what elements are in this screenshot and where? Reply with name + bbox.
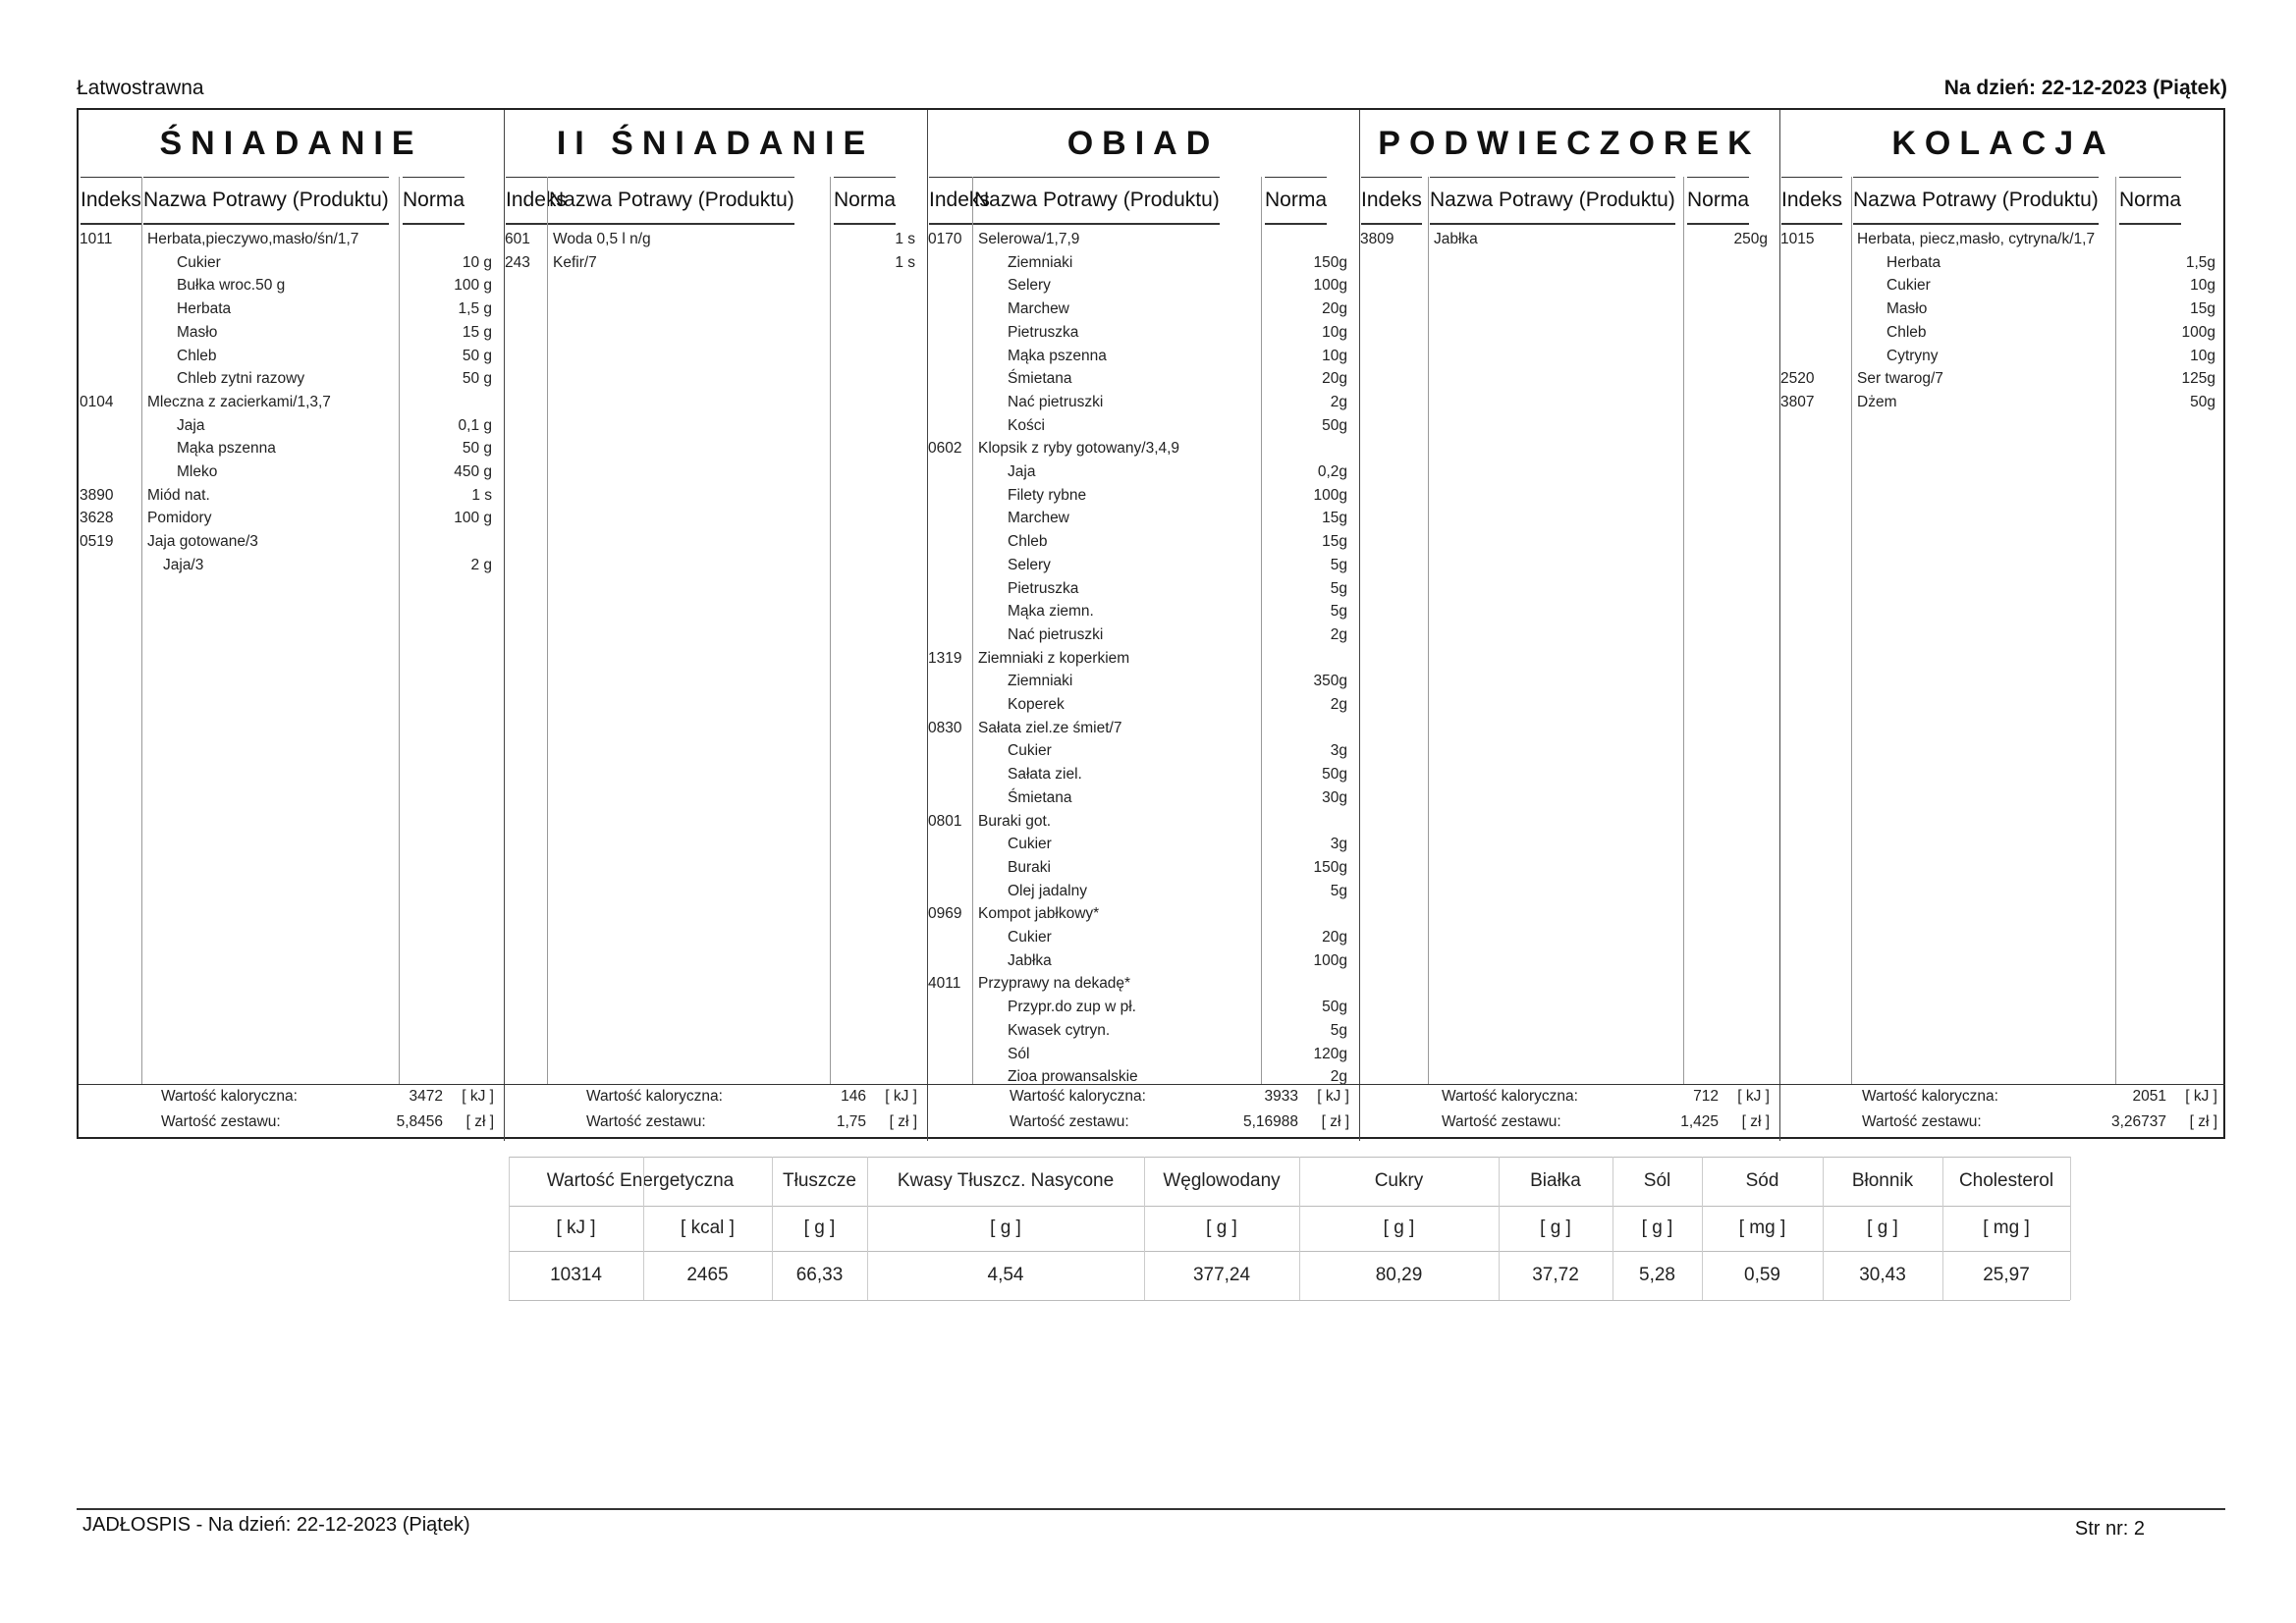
dish-name: Kompot jabłkowy*	[978, 905, 1100, 923]
row-index: 601	[505, 231, 530, 247]
row-norm: 3g	[1330, 742, 1347, 760]
nutrition-header: Sól	[1643, 1170, 1671, 1191]
nutrition-gridline	[509, 1157, 510, 1300]
nutrition-value: 80,29	[1375, 1265, 1423, 1285]
ingredient-name: Chleb zytni razowy	[177, 370, 305, 388]
calorific-value-amount: 146	[841, 1088, 866, 1105]
dish-name: Herbata,pieczywo,masło/śn/1,7	[147, 231, 359, 247]
nutrition-gridline	[1942, 1157, 1943, 1300]
nutrition-header: Cukry	[1374, 1170, 1424, 1191]
calorific-value-label: Wartość kaloryczna:	[1010, 1088, 1146, 1105]
ingredient-name: Zioa prowansalskie	[1008, 1068, 1138, 1086]
nutrition-unit: [ g ]	[803, 1217, 836, 1238]
ingredient-name: Chleb	[1886, 323, 1927, 341]
nutrition-unit: [ g ]	[1641, 1217, 1673, 1238]
row-norm: 20g	[1322, 370, 1347, 388]
nutrition-value: 377,24	[1192, 1265, 1251, 1285]
ingredient-name: Śmietana	[1008, 788, 1072, 806]
col-header-index: Indeks	[81, 177, 141, 225]
footer-divider	[77, 1508, 2225, 1510]
col-header-index: Indeks	[506, 177, 567, 225]
row-index: 3807	[1780, 393, 1815, 410]
nutrition-gridline	[509, 1206, 2070, 1207]
col-header-name: Nazwa Potrawy (Produktu)	[143, 177, 389, 225]
summary-divider	[79, 1084, 2225, 1085]
col-divider	[1261, 177, 1262, 1084]
row-norm: 10 g	[462, 253, 492, 271]
dish-name: Miód nat.	[147, 486, 210, 504]
set-value-label: Wartość zestawu:	[161, 1113, 281, 1130]
row-index: 1011	[80, 231, 113, 247]
nutrition-gridline	[1144, 1157, 1145, 1300]
row-index: 3809	[1360, 231, 1394, 247]
row-index: 0830	[928, 719, 962, 736]
dish-name: Woda 0,5 l n/g	[553, 231, 651, 247]
nutrition-value: 2465	[686, 1265, 729, 1285]
nutrition-value: 0,59	[1744, 1265, 1780, 1285]
ingredient-name: Nać pietruszki	[1008, 625, 1104, 643]
ingredient-name: Cukier	[1008, 836, 1052, 853]
calorific-value-label: Wartość kaloryczna:	[1862, 1088, 1998, 1105]
row-norm: 5g	[1330, 556, 1347, 573]
nutrition-gridline	[509, 1300, 2070, 1301]
col-divider	[1428, 177, 1429, 1084]
dish-name: Jaja gotowane/3	[147, 533, 258, 551]
ingredient-name: Jaja	[1008, 463, 1036, 480]
nutrition-header: Białka	[1530, 1170, 1581, 1191]
ingredient-name: Masło	[177, 323, 218, 341]
row-norm: 100 g	[454, 510, 492, 527]
nutrition-header: Węglowodany	[1163, 1170, 1281, 1191]
row-norm: 15 g	[462, 323, 492, 341]
nutrition-header: Wartość Energetyczna	[546, 1170, 735, 1191]
row-norm: 5g	[1330, 579, 1347, 597]
row-norm: 10g	[2190, 347, 2215, 364]
ingredient-name: Herbata	[177, 300, 232, 318]
set-value-label: Wartość zestawu:	[1442, 1113, 1561, 1130]
calorific-value-unit: [ kJ ]	[462, 1088, 494, 1105]
page-number: Str nr: 2	[2074, 1518, 2145, 1540]
nutrition-value: 4,54	[987, 1265, 1024, 1285]
col-header-index: Indeks	[929, 177, 990, 225]
row-index: 243	[505, 253, 530, 271]
meal-title-ii-sniadanie: II ŚNIADANIE	[556, 124, 875, 162]
ingredient-name: Herbata	[1886, 253, 1941, 271]
calorific-value-unit: [ kJ ]	[1317, 1088, 1349, 1105]
row-norm: 0,2g	[1317, 463, 1347, 480]
row-norm: 150g	[1313, 253, 1347, 271]
nutrition-unit: [ kcal ]	[681, 1217, 735, 1238]
row-norm: 0,1 g	[458, 416, 492, 434]
nutrition-value: 5,28	[1639, 1265, 1675, 1285]
nutrition-unit: [ kJ ]	[556, 1217, 596, 1238]
ingredient-name: Pietruszka	[1008, 323, 1079, 341]
ingredient-name: Cukier	[177, 253, 221, 271]
nutrition-header: Kwasy Tłuszcz. Nasycone	[897, 1170, 1115, 1191]
row-norm: 50g	[1322, 999, 1347, 1016]
nutrition-gridline	[1702, 1157, 1703, 1300]
row-index: 3890	[80, 486, 114, 504]
row-index: 1319	[928, 649, 962, 667]
row-norm: 15g	[2190, 300, 2215, 318]
row-norm: 2 g	[470, 556, 492, 573]
nutrition-gridline	[2070, 1157, 2071, 1300]
ingredient-name: Chleb	[1008, 533, 1048, 551]
calorific-value-label: Wartość kaloryczna:	[161, 1088, 298, 1105]
row-index: 0519	[80, 533, 114, 551]
set-value-unit: [ zł ]	[1321, 1113, 1349, 1130]
row-norm: 10g	[1322, 323, 1347, 341]
dish-name: Buraki got.	[978, 812, 1052, 830]
dish-name: Selerowa/1,7,9	[978, 231, 1080, 247]
ingredient-name: Ziemniaki	[1008, 253, 1073, 271]
nutrition-gridline	[772, 1157, 773, 1300]
ingredient-name: Selery	[1008, 277, 1051, 295]
set-value-unit: [ zł ]	[465, 1113, 494, 1130]
row-norm: 250g	[1733, 231, 1768, 247]
col-divider	[141, 177, 142, 1084]
nutrition-gridline	[1299, 1157, 1300, 1300]
row-norm: 50 g	[462, 440, 492, 458]
calorific-value-unit: [ kJ ]	[885, 1088, 917, 1105]
set-value-amount: 1,425	[1680, 1113, 1719, 1130]
row-index: 0104	[80, 393, 114, 410]
ingredient-name: Mąka ziemn.	[1008, 603, 1094, 621]
row-index: 0602	[928, 440, 962, 458]
ingredient-name: Przypr.do zup w pł.	[1008, 999, 1136, 1016]
row-norm: 1,5 g	[458, 300, 492, 318]
row-norm: 50 g	[462, 347, 492, 364]
ingredient-name: Jabłka	[1008, 951, 1052, 969]
meal-title-sniadanie: ŚNIADANIE	[159, 124, 423, 162]
ingredient-name: Śmietana	[1008, 370, 1072, 388]
row-index: 0170	[928, 231, 962, 247]
nutrition-value: 66,33	[795, 1265, 844, 1285]
row-index: 3628	[80, 510, 114, 527]
col-divider	[399, 177, 400, 1084]
row-norm: 100g	[1313, 486, 1347, 504]
ingredient-name: Nać pietruszki	[1008, 393, 1104, 410]
dish-name: Ser twarog/7	[1857, 370, 1943, 388]
row-norm: 1 s	[895, 231, 915, 247]
nutrition-header: Tłuszcze	[783, 1170, 856, 1191]
dish-name: Pomidory	[147, 510, 212, 527]
ingredient-name: Kości	[1008, 416, 1045, 434]
ingredient-name: Marchew	[1008, 510, 1069, 527]
row-norm: 20g	[1322, 300, 1347, 318]
row-index: 1015	[1780, 231, 1815, 247]
calorific-value-amount: 712	[1693, 1088, 1719, 1105]
meal-title-podwieczorek: PODWIECZOREK	[1378, 124, 1761, 162]
set-value-amount: 3,26737	[2110, 1113, 2166, 1130]
row-norm: 50g	[1322, 416, 1347, 434]
nutrition-unit: [ mg ]	[1983, 1217, 2030, 1238]
nutrition-gridline	[509, 1157, 2070, 1158]
col-header-index: Indeks	[1781, 177, 1842, 225]
col-header-norm: Norma	[834, 177, 896, 225]
row-norm: 100 g	[454, 277, 492, 295]
ingredient-name: Selery	[1008, 556, 1051, 573]
col-header-name: Nazwa Potrawy (Produktu)	[1853, 177, 2099, 225]
set-value-unit: [ zł ]	[889, 1113, 917, 1130]
col-divider	[1851, 177, 1852, 1084]
set-value-unit: [ zł ]	[2189, 1113, 2217, 1130]
nutrition-gridline	[1823, 1157, 1824, 1300]
row-index: 4011	[928, 975, 961, 993]
dish-name: Herbata, piecz,masło, cytryna/k/1,7	[1857, 231, 2096, 247]
ingredient-name: Mąka pszenna	[177, 440, 276, 458]
row-norm: 20g	[1322, 929, 1347, 946]
row-norm: 10g	[2190, 277, 2215, 295]
nutrition-gridline	[643, 1157, 644, 1300]
row-norm: 120g	[1313, 1045, 1347, 1062]
menu-date: Na dzień: 22-12-2023 (Piątek)	[1943, 77, 2227, 99]
row-norm: 2g	[1330, 625, 1347, 643]
nutrition-value: 30,43	[1859, 1265, 1906, 1285]
ingredient-name: Buraki	[1008, 858, 1051, 876]
ingredient-name: Koperek	[1008, 696, 1065, 713]
row-norm: 1 s	[895, 253, 915, 271]
row-norm: 350g	[1313, 673, 1347, 690]
calorific-value-amount: 3933	[1264, 1088, 1298, 1105]
row-norm: 5g	[1330, 882, 1347, 899]
ingredient-name: Olej jadalny	[1008, 882, 1087, 899]
col-divider	[2115, 177, 2116, 1084]
ingredient-name: Marchew	[1008, 300, 1069, 318]
nutrition-table	[509, 1157, 2070, 1304]
nutrition-value: 10314	[550, 1265, 602, 1285]
ingredient-name: Ziemniaki	[1008, 673, 1073, 690]
row-norm: 30g	[1322, 788, 1347, 806]
dish-name: Przyprawy na dekadę*	[978, 975, 1131, 993]
set-value-amount: 5,16988	[1242, 1113, 1298, 1130]
diet-name: Łatwostrawna	[77, 77, 204, 99]
row-index: 0969	[928, 905, 962, 923]
row-norm: 1,5g	[2185, 253, 2215, 271]
col-divider	[547, 177, 548, 1084]
nutrition-unit: [ g ]	[1540, 1217, 1571, 1238]
ingredient-name: Kwasek cytryn.	[1008, 1021, 1111, 1039]
nutrition-unit: [ mg ]	[1738, 1217, 1786, 1238]
row-norm: 2g	[1330, 696, 1347, 713]
set-value-unit: [ zł ]	[1741, 1113, 1770, 1130]
set-value-label: Wartość zestawu:	[1010, 1113, 1129, 1130]
row-norm: 5g	[1330, 603, 1347, 621]
ingredient-name: Jaja	[177, 416, 205, 434]
row-norm: 150g	[1313, 858, 1347, 876]
row-norm: 3g	[1330, 836, 1347, 853]
col-divider	[972, 177, 973, 1084]
calorific-value-label: Wartość kaloryczna:	[586, 1088, 723, 1105]
nutrition-gridline	[1499, 1157, 1500, 1300]
dish-name: Sałata ziel.ze śmiet/7	[978, 719, 1122, 736]
calorific-value-unit: [ kJ ]	[2185, 1088, 2217, 1105]
row-index: 0801	[928, 812, 962, 830]
row-norm: 15g	[1322, 510, 1347, 527]
calorific-value-amount: 2051	[2132, 1088, 2166, 1105]
ingredient-name: Bułka wroc.50 g	[177, 277, 286, 295]
calorific-value-amount: 3472	[409, 1088, 443, 1105]
meal-title-kolacja: KOLACJA	[1891, 124, 2115, 162]
ingredient-name: Filety rybne	[1008, 486, 1087, 504]
ingredient-name: Cytryny	[1886, 347, 1939, 364]
dish-name: Jabłka	[1434, 231, 1478, 247]
ingredient-name: Jaja/3	[163, 556, 204, 573]
nutrition-unit: [ g ]	[990, 1217, 1021, 1238]
meal-separator	[1359, 110, 1360, 1141]
set-value-amount: 1,75	[836, 1113, 866, 1130]
row-norm: 15g	[1322, 533, 1347, 551]
set-value-amount: 5,8456	[396, 1113, 443, 1130]
row-norm: 100g	[1313, 951, 1347, 969]
col-divider	[830, 177, 831, 1084]
col-header-norm: Norma	[403, 177, 465, 225]
col-header-norm: Norma	[1687, 177, 1749, 225]
meal-separator	[1779, 110, 1780, 1141]
dish-name: Kefir/7	[553, 253, 597, 271]
nutrition-gridline	[867, 1157, 868, 1300]
footer-title: JADŁOSPIS - Na dzień: 22-12-2023 (Piątek)	[82, 1514, 470, 1536]
row-norm: 2g	[1330, 1068, 1347, 1086]
calorific-value-label: Wartość kaloryczna:	[1442, 1088, 1578, 1105]
nutrition-header: Błonnik	[1851, 1170, 1914, 1191]
nutrition-unit: [ g ]	[1383, 1217, 1415, 1238]
nutrition-unit: [ g ]	[1206, 1217, 1237, 1238]
col-header-norm: Norma	[1265, 177, 1327, 225]
row-norm: 1 s	[471, 486, 492, 504]
col-header-name: Nazwa Potrawy (Produktu)	[1430, 177, 1675, 225]
ingredient-name: Pietruszka	[1008, 579, 1079, 597]
col-header-name: Nazwa Potrawy (Produktu)	[974, 177, 1220, 225]
col-header-norm: Norma	[2119, 177, 2181, 225]
dish-name: Dżem	[1857, 393, 1897, 410]
row-norm: 100g	[1313, 277, 1347, 295]
row-norm: 10g	[1322, 347, 1347, 364]
row-index: 2520	[1780, 370, 1815, 388]
ingredient-name: Cukier	[1008, 929, 1052, 946]
ingredient-name: Cukier	[1008, 742, 1052, 760]
ingredient-name: Mąka pszenna	[1008, 347, 1107, 364]
row-norm: 50 g	[462, 370, 492, 388]
nutrition-value: 25,97	[1983, 1265, 2030, 1285]
row-norm: 125g	[2181, 370, 2215, 388]
nutrition-header: Cholesterol	[1958, 1170, 2054, 1191]
row-norm: 450 g	[454, 463, 492, 480]
ingredient-name: Cukier	[1886, 277, 1931, 295]
row-norm: 2g	[1330, 393, 1347, 410]
dish-name: Mleczna z zacierkami/1,3,7	[147, 393, 331, 410]
ingredient-name: Sól	[1008, 1045, 1030, 1062]
dish-name: Ziemniaki z koperkiem	[978, 649, 1130, 667]
ingredient-name: Masło	[1886, 300, 1928, 318]
row-norm: 5g	[1330, 1021, 1347, 1039]
col-header-index: Indeks	[1361, 177, 1422, 225]
nutrition-unit: [ g ]	[1867, 1217, 1898, 1238]
ingredient-name: Mleko	[177, 463, 218, 480]
nutrition-header: Sód	[1745, 1170, 1779, 1191]
set-value-label: Wartość zestawu:	[1862, 1113, 1982, 1130]
meal-title-obiad: OBIAD	[1066, 124, 1220, 162]
nutrition-gridline	[509, 1251, 2070, 1252]
set-value-label: Wartość zestawu:	[586, 1113, 706, 1130]
menu-table	[77, 108, 2225, 1139]
row-norm: 50g	[1322, 766, 1347, 784]
row-norm: 100g	[2181, 323, 2215, 341]
col-divider	[1683, 177, 1684, 1084]
ingredient-name: Sałata ziel.	[1008, 766, 1082, 784]
dish-name: Klopsik z ryby gotowany/3,4,9	[978, 440, 1180, 458]
ingredient-name: Chleb	[177, 347, 217, 364]
col-header-name: Nazwa Potrawy (Produktu)	[549, 177, 794, 225]
calorific-value-unit: [ kJ ]	[1737, 1088, 1770, 1105]
row-norm: 50g	[2190, 393, 2215, 410]
nutrition-value: 37,72	[1532, 1265, 1579, 1285]
